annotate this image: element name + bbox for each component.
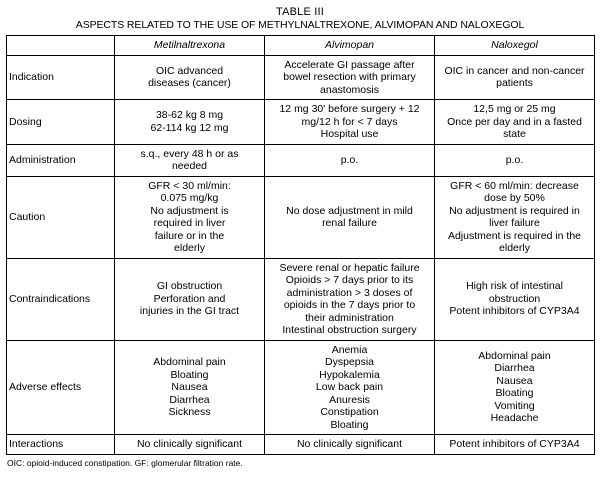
cell-content: [117, 148, 262, 173]
cell-line: Anuresis: [329, 393, 370, 406]
table-cell: [265, 100, 435, 145]
cell-content: [267, 154, 432, 167]
cell-line: Sickness: [168, 406, 211, 418]
cell-line: No adjustment is required in: [449, 204, 580, 217]
cell-content: [267, 103, 432, 141]
cell-line: 62-114 kg 12 mg: [150, 121, 229, 134]
cell-line: Nausea: [171, 381, 208, 393]
cell-content: [267, 438, 432, 451]
cell-line: Adjustment is required in the: [447, 229, 582, 242]
column-header-metilnaltrexona: Metilnaltrexona: [115, 36, 265, 56]
cell-line: state: [503, 128, 526, 140]
row-label: Administration: [7, 144, 115, 176]
row-label: Contraindications: [7, 258, 115, 340]
table-cell: [435, 144, 595, 176]
cell-line: GFR < 30 ml/min:: [148, 179, 231, 192]
cell-line: 38-62 kg 8 mg: [155, 109, 224, 122]
cell-content: [117, 438, 262, 451]
table-cell: [265, 55, 435, 100]
table-cell: [435, 100, 595, 145]
cell-content: [437, 154, 592, 167]
row-label: Adverse effects: [7, 340, 115, 435]
cell-content: [437, 180, 592, 255]
cell-line: diseases (cancer): [148, 77, 231, 90]
cell-line: Low back pain: [315, 381, 384, 393]
table-row: [7, 340, 595, 435]
aspects-table: [6, 35, 595, 455]
cell-line: elderly: [174, 242, 205, 254]
table-row: [7, 55, 595, 100]
cell-line: Bloating: [495, 387, 534, 400]
table-cell: [115, 176, 265, 258]
column-header-naloxegol: Naloxegol: [435, 36, 595, 56]
table-row: [7, 435, 595, 455]
cell-line: p.o.: [340, 153, 359, 166]
table-row: [7, 144, 595, 176]
table-cell: [265, 176, 435, 258]
cell-line: patients: [496, 77, 533, 90]
cell-line: injuries in the GI tract: [139, 305, 240, 318]
cell-line: Headache: [490, 412, 539, 425]
table-cell: [115, 340, 265, 435]
cell-line: Dyspepsia: [324, 356, 375, 368]
table-title: ASPECTS RELATED TO THE USE OF METHYLNALTREXONE, ALVIMOPAN AND NALOXEGOL: [75, 19, 525, 31]
cell-line: anastomosis: [320, 83, 379, 96]
table-cell: [435, 340, 595, 435]
table-footnote: OIC: opioid-induced constipation. GF: glomerular filtration rate.: [7, 457, 243, 468]
cell-line: 0.075 mg/kg: [160, 192, 219, 204]
cell-line: Severe renal or hepatic failure: [279, 261, 420, 274]
cell-line: Abdominal pain: [153, 356, 226, 368]
cell-line: GFR < 60 ml/min: decrease: [450, 179, 579, 192]
table-cell: [435, 55, 595, 100]
cell-line: p.o.: [505, 153, 524, 166]
cell-content: [117, 65, 262, 90]
cell-content: [117, 109, 262, 134]
cell-line: No adjustment is: [150, 204, 229, 217]
cell-line: GI obstruction: [156, 280, 223, 293]
cell-line: Intestinal obstruction surgery: [282, 324, 417, 336]
row-label: Caution: [7, 176, 115, 258]
table-cell: [265, 340, 435, 435]
column-header-blank: [7, 36, 115, 56]
table-row: [7, 100, 595, 145]
cell-line: OIC advanced: [155, 64, 224, 77]
cell-line: No clinically significant: [296, 438, 403, 450]
table-label: TABLE III: [275, 6, 325, 18]
cell-line: administration > 3 doses of: [286, 286, 413, 299]
cell-content: [267, 262, 432, 337]
cell-line: their administration: [305, 311, 394, 324]
table-body: [7, 55, 595, 454]
cell-line: Hypokalemia: [319, 368, 380, 381]
table-cell: [115, 55, 265, 100]
cell-line: 12 mg 30' before surgery + 12: [279, 103, 420, 115]
cell-line: Perforation and: [153, 292, 226, 305]
table-cell: [115, 100, 265, 145]
table-cell: [115, 258, 265, 340]
cell-line: Opioids > 7 days prior to its: [285, 274, 414, 286]
cell-line: OIC in cancer and non-cancer: [444, 64, 585, 77]
table-cell: [265, 258, 435, 340]
table-cell: [115, 435, 265, 455]
cell-line: failure or in the: [154, 229, 225, 242]
cell-line: No dose adjustment in mild: [286, 204, 413, 217]
cell-line: mg/12 h for < 7 days: [301, 115, 398, 128]
table-cell: [435, 435, 595, 455]
row-label: Interactions: [7, 435, 115, 455]
cell-line: Diarrhea: [169, 393, 210, 406]
cell-line: Accelerate GI passage after: [284, 58, 415, 71]
cell-line: 12,5 mg or 25 mg: [473, 103, 556, 115]
cell-line: obstruction: [488, 292, 541, 305]
table-cell: [265, 435, 435, 455]
cell-line: liver failure: [489, 217, 540, 229]
cell-content: [437, 438, 592, 451]
cell-line: s.q., every 48 h or as: [140, 147, 239, 160]
cell-content: [437, 280, 592, 318]
cell-line: needed: [171, 160, 208, 172]
table-row: [7, 176, 595, 258]
cell-content: [437, 65, 592, 90]
table-cell: [435, 258, 595, 340]
cell-line: opioids in the 7 days prior to: [283, 299, 416, 311]
row-label: Indication: [7, 55, 115, 100]
cell-line: elderly: [499, 242, 530, 254]
cell-line: Abdominal pain: [478, 349, 551, 362]
cell-content: [267, 344, 432, 432]
cell-line: High risk of intestinal: [466, 280, 563, 293]
table-cell: [435, 176, 595, 258]
cell-content: [437, 350, 592, 425]
table-cell: [115, 144, 265, 176]
cell-content: [117, 180, 262, 255]
cell-line: Potent inhibitors of CYP3A4: [449, 305, 580, 318]
cell-line: Potent inhibitors of CYP3A4: [449, 438, 580, 450]
cell-line: No clinically significant: [136, 438, 243, 450]
cell-line: Bloating: [330, 418, 369, 431]
cell-content: [437, 103, 592, 141]
cell-line: Once per day and in a fasted: [447, 115, 582, 128]
cell-line: Diarrhea: [494, 362, 535, 375]
cell-line: Bloating: [170, 368, 209, 381]
cell-line: Vomiting: [494, 399, 535, 412]
table-row: [7, 258, 595, 340]
cell-line: dose by 50%: [484, 192, 545, 204]
cell-line: renal failure: [322, 217, 377, 229]
cell-line: Constipation: [320, 406, 379, 418]
row-label: Dosing: [7, 100, 115, 145]
cell-content: [267, 59, 432, 97]
cell-content: [267, 205, 432, 230]
table-header-row: [7, 36, 595, 56]
cell-content: [117, 280, 262, 318]
column-header-alvimopan: Alvimopan: [265, 36, 435, 56]
cell-line: Anemia: [331, 343, 368, 356]
cell-content: [117, 356, 262, 419]
cell-line: required in liver: [153, 217, 226, 229]
table-cell: [265, 144, 435, 176]
cell-line: Hospital use: [320, 128, 379, 140]
cell-line: Nausea: [496, 374, 533, 387]
table-header: [7, 36, 595, 56]
cell-line: bowel resection with primary: [283, 71, 416, 83]
